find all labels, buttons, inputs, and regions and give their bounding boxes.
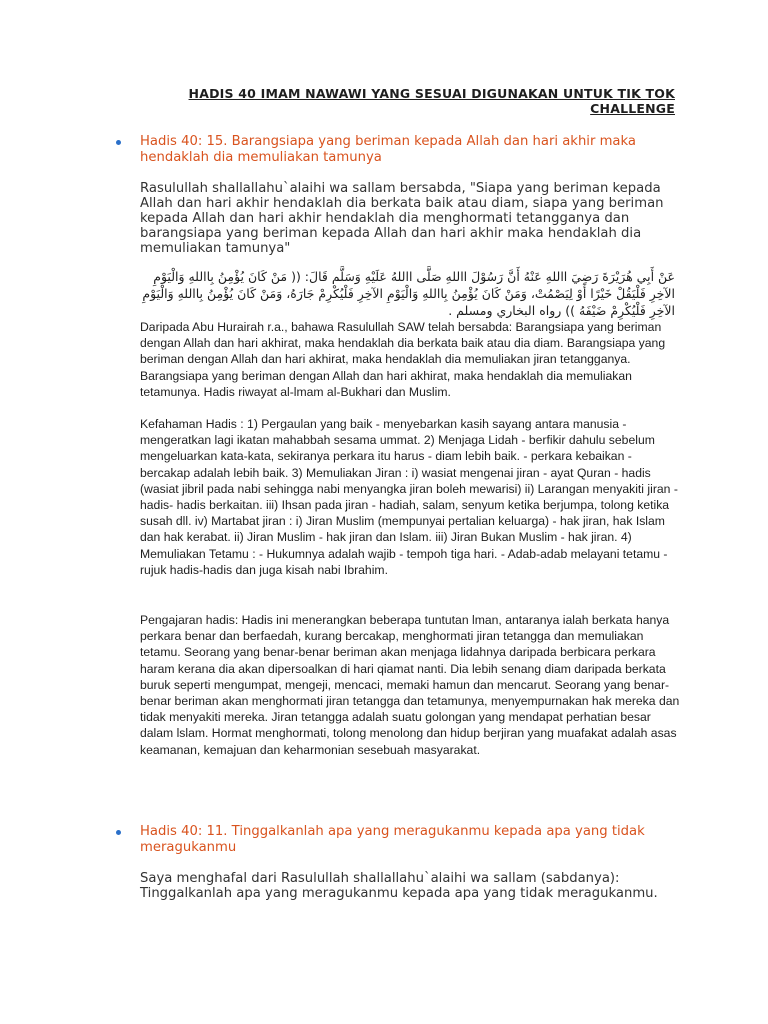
document-title: HADIS 40 IMAM NAWAWI YANG SESUAI DIGUNAKAN UNTUK TIK TOK CHALLENGE	[188, 86, 675, 116]
section-1-heading: Hadis 40: 15. Barangsiapa yang beriman kepada Allah dan hari akhir maka hendaklah dia memuliakan tamunya	[140, 134, 636, 165]
section-1-arabic-text: عَنْ أَبِي هُرَيْرَةَ رَضِيَ االلهِ عَنْهُ أَنَّ رَسُوْلَ االلهِ صَلَّى االلهُ عَلَيْهِ وَسَلَّم قَالَ: (( مَنْ كَانَ يُؤْمِنُ بِااللهِ وَالْيَوْمِ الآخِرِ فَلْيَقُلْ خَيْرًا أَوْ لِيَصْمُتْ، وَمَنْ كَانَ يُؤْمِنُ بِااللهِ وَالْيَوْمِ الآخِرِ فَلْيُكْرِمْ جَارَهُ، وَمَنْ كَانَ يُؤْمِنُ بِااللهِ وَالْيَوْمِ الآخِرِ فَلْيُكْرِمْ ضَيْفَهُ )) رواه البخاري ومسلم .	[142, 269, 675, 318]
section-2-quote: Saya menghafal dari Rasulullah shallallahu`alaihi wa sallam (sabdanya): Tinggalkanlah apa yang meragukanmu kepada apa yang tidak meragukanmu.	[140, 871, 658, 901]
section-1-kefahaman: Kefahaman Hadis : 1) Pergaulan yang baik - menyebarkan kasih sayang antara manusia - mengeratkan lagi ikatan mahabbah sesama ummat. 2) Menjaga Lidah - berfikir dahulu sebelum mengeluarkan kata-kata, sekiranya perkara itu harus - diam lebih baik. - perkara kebaikan - bercakap adalah lebih baik. 3) Memuliakan Jiran : i) wasiat mengenai jiran - ayat Quran - hadis (wasiat jibril pada nabi sehingga nabi menyangka jiran boleh mewarisi) ii) Larangan menyakiti jiran - hadis- hadis berkaitan. iii) Ihsan pada jiran - hadiah, salam, senyum ketika berjumpa, tolong ketika susah dll. iv) Martabat jiran : i) Jiran Muslim (mempunyai pertalian keluarga) - hak jiran, hak Islam dan hak kerabat. ii) Jiran Muslim - hak jiran dan Islam. iii) Jiran Bukan Muslim - hak jiran. 4) Memuliakan Tetamu : - Hukumnya adalah wajib - tempoh tiga hari. - Adab-adab melayani tetamu - rujuk hadis-hadis dan juga kisah nabi Ibrahim.	[140, 417, 678, 577]
bullet-icon	[116, 830, 121, 835]
section-1-quote: Rasulullah shallallahu`alaihi wa sallam bersabda, "Siapa yang beriman kepada Allah dan hari akhir hendaklah dia berkata baik atau diam, siapa yang beriman kepada Allah dan hari akhir hendaklah dia menghormati tetangganya dan barangsiapa yang beriman kepada Allah dan hari akhir maka hendaklah dia memuliakan tamunya"	[140, 181, 664, 256]
section-1-translation: Daripada Abu Hurairah r.a., bahawa Rasulullah SAW telah bersabda: Barangsiapa yang beriman dengan Allah dan hari akhirat, maka hendaklah dia berkata baik atau dia diam. Barangsiapa yang beriman dengan Allah dan hari akhirat, maka hendaklah dia memuliakan jiran tetangganya. Barangsiapa yang beriman dengan Allah dan hari akhirat, maka hendaklah dia memuliakan tetamunya. Hadis riwayat al-lmam al-Bukhari dan Muslim.	[140, 320, 666, 399]
section-1-pengajaran: Pengajaran hadis: Hadis ini menerangkan beberapa tuntutan lman, antaranya ialah berkata hanya perkara benar dan berfaedah, kurang bercakap, menghormati jiran tetangga dan memuliakan tetamu. Seorang yang benar-benar beriman akan menjaga lidahnya daripada berbicara perkara haram kerana dia akan dipersoalkan di hari qiamat nanti. Dia lebih senang diam daripada berkata buruk seperti mengumpat, mengeji, mencaci, memaki hamun dan mencarut. Seorang yang benar-benar beriman akan menghormati jiran tetangga dan tetamunya, menyempurnakan hak mereka dan tidak menyakiti mereka. Jiran tetangga adalah suatu golongan yang mendapat perhatian besar dalam lslam. Hormat menghormati, tolong menolong dan hidup berjiran yang muafakat adalah asas keamanan, kemajuan dan keharmonian sesebuah masyarakat.	[140, 613, 680, 757]
bullet-icon	[116, 140, 121, 145]
section-2-heading: Hadis 40: 11. Tinggalkanlah apa yang meragukanmu kepada apa yang tidak meragukanmu	[140, 824, 645, 855]
